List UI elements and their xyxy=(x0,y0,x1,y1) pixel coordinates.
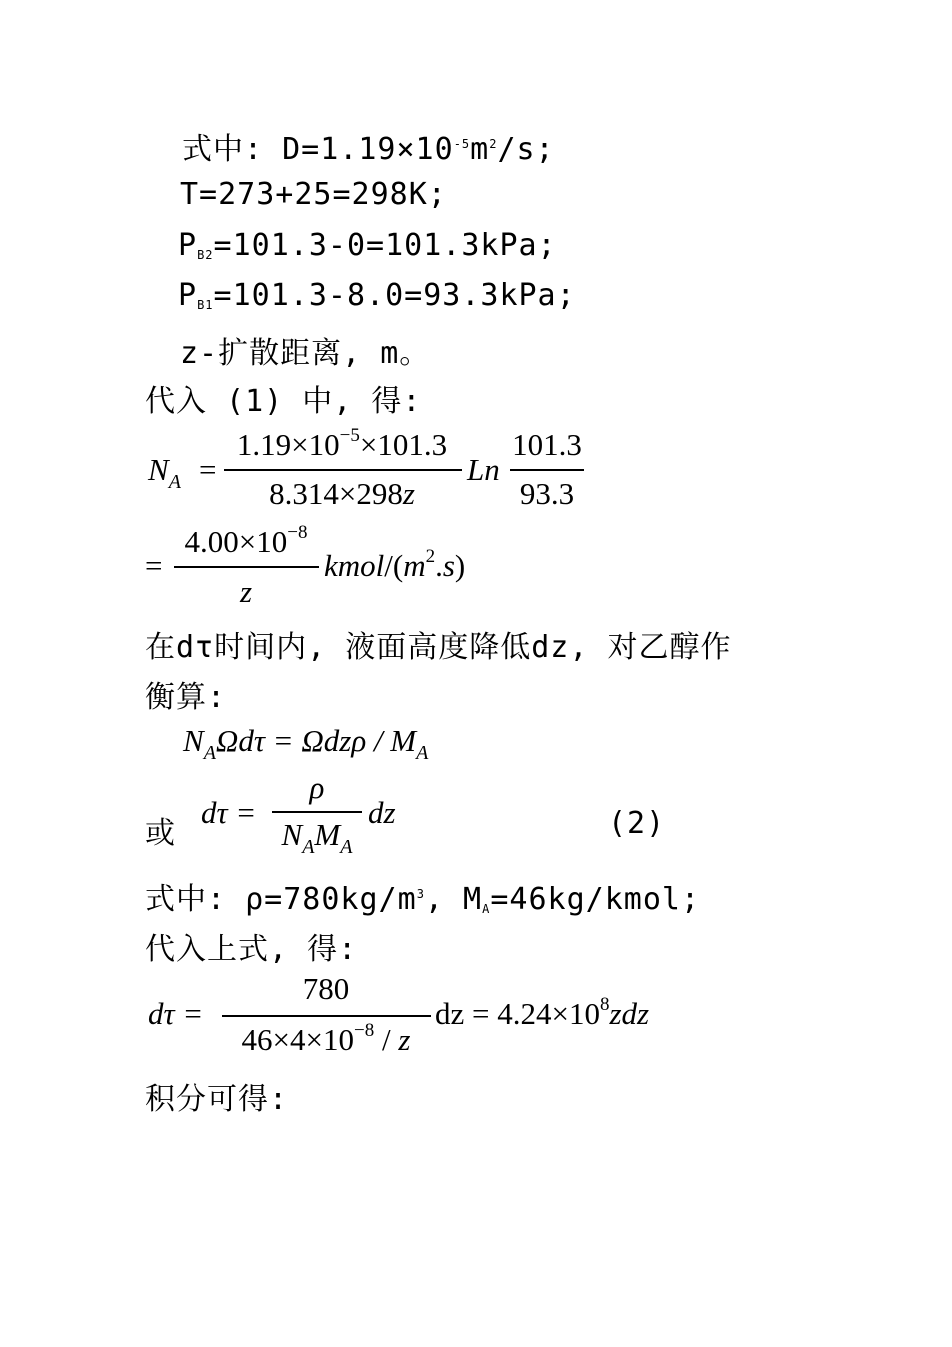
line-text: =101.3-8.0=93.3kPa; xyxy=(213,278,576,313)
eq2-fraction-bar xyxy=(174,566,319,568)
text-line-integrate: 积分可得: xyxy=(145,1082,289,1117)
eq5-lhs: dτ = xyxy=(148,996,204,1031)
line-text: P xyxy=(178,278,198,313)
eq5-rhs: dz = $4.24\times 10^8zdz$ xyxy=(435,993,650,1031)
equation-number: (2) xyxy=(608,806,666,841)
line-text: =101.3-0=101.3kPa; xyxy=(213,228,557,263)
eq1-lhs: $N_A$ xyxy=(148,452,181,493)
superscript: -5 xyxy=(453,137,471,152)
line-text: /s; xyxy=(497,132,555,167)
subscript: B1 xyxy=(197,298,214,313)
text-line-temperature: T=273+25=298K; xyxy=(180,177,447,212)
line-text: , M xyxy=(424,882,483,917)
eq4-rhs: dz xyxy=(368,795,396,830)
eq1-denominator: 8.314×298z xyxy=(269,476,415,511)
line-text: m xyxy=(470,132,490,167)
eq1-ln-denominator: 93.3 xyxy=(519,476,575,511)
text-line-substitute-2: 代入上式, 得: xyxy=(145,932,358,967)
subscript: B2 xyxy=(197,248,214,263)
text-line-density xyxy=(145,874,700,918)
eq2-equals: = xyxy=(145,548,163,583)
eq5-fraction-bar xyxy=(222,1015,431,1017)
equation-balance: $N_A\Omega d\tau = \Omega dz\rho / M_A$ xyxy=(183,723,429,764)
text-line-diffusivity xyxy=(182,124,555,168)
text-line-pb1 xyxy=(178,278,576,313)
eq5-denominator: $46\times 4\times 10^{-8} / z$ xyxy=(241,1019,411,1057)
line-text: P xyxy=(178,228,198,263)
eq4-denominator: $N_AM_A$ xyxy=(281,817,353,858)
eq1-ln: Ln xyxy=(467,452,500,487)
superscript: 2 xyxy=(489,137,498,152)
text-line-balance-label: 衡算: xyxy=(145,680,227,715)
text-or: 或 xyxy=(145,816,176,851)
eq1-ln-bar xyxy=(510,469,584,471)
eq1-equals: = xyxy=(199,452,217,487)
eq4-lhs: dτ = xyxy=(201,795,257,830)
eq2-unit: kmol/$(m^2.s)$ xyxy=(324,545,466,583)
line-text: 式中: D=1.19×10 xyxy=(182,132,454,167)
superscript: 3 xyxy=(416,887,425,902)
eq1-numerator: $1.19\times 10^{-5}\times 101.3$ xyxy=(236,424,448,462)
eq4-numerator: ρ xyxy=(309,770,325,805)
text-line-z-definition: z-扩散距离, m。 xyxy=(180,336,431,371)
text-line-mass-balance: 在dτ时间内, 液面高度降低dz, 对乙醇作 xyxy=(145,630,732,665)
eq2-denominator: z xyxy=(239,574,253,609)
line-text: 式中: ρ=780kg/m xyxy=(145,882,417,917)
eq1-fraction-bar xyxy=(224,469,462,471)
eq5-numerator: 780 xyxy=(302,971,350,1006)
subscript: A xyxy=(482,902,491,917)
eq1-ln-numerator: 101.3 xyxy=(512,427,582,462)
text-line-substitute-1: 代入 (1) 中, 得: xyxy=(145,384,422,419)
text-line-pb2 xyxy=(178,228,557,263)
eq4-fraction-bar xyxy=(272,811,362,813)
eq2-numerator: $4.00\times 10^{-8}$ xyxy=(184,521,308,559)
line-text: =46kg/kmol; xyxy=(490,882,701,917)
